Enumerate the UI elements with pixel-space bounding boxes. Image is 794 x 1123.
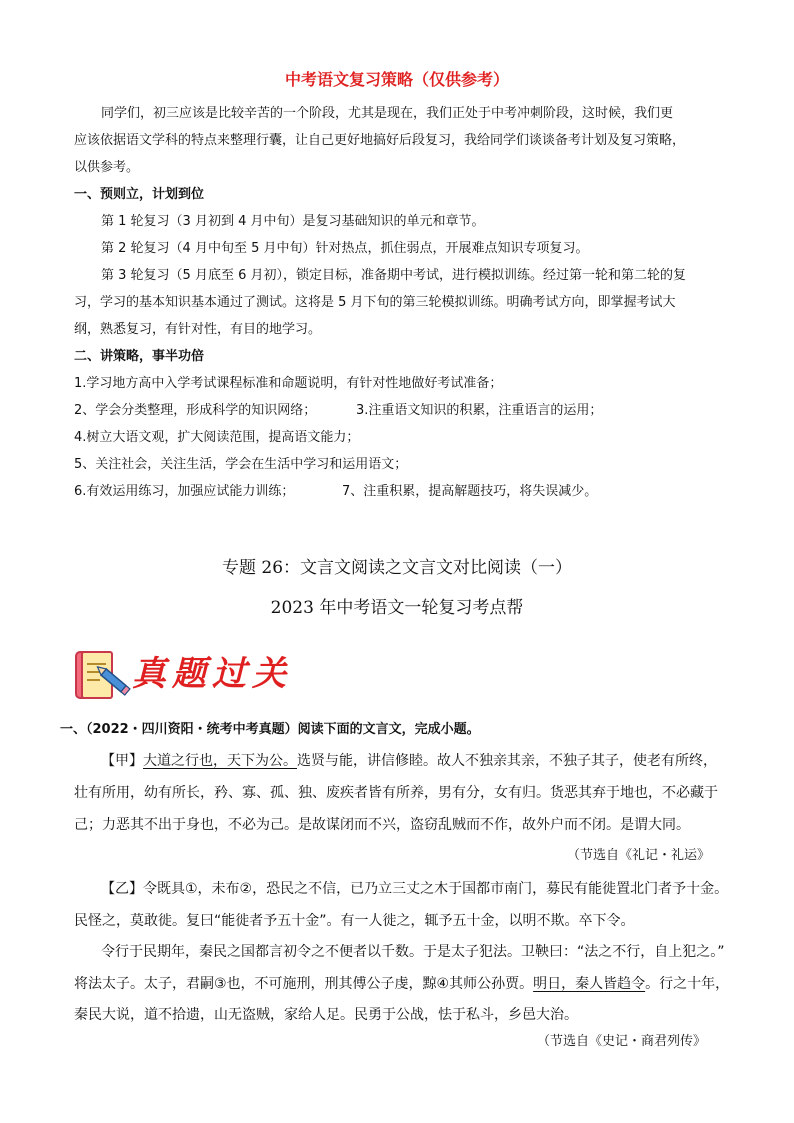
yi-source: （节选自《史记・商君列传》 [537,1034,707,1049]
yi-line-4 [74,975,729,993]
yi-line-1-text: 令既具①，未布②，恐民之不信，已乃立三丈之木于国都市南门，募民有能徙置北门者予十金。 [143,881,729,897]
intro-line-1: 同学们，初三应该是比较辛苦的一个阶段，尤其是现在，我们正处于中考冲刺阶段，这时候，我们更 [101,106,674,121]
intro-line-2: 应该依据语文学科的特点来整理行囊，让自己更好地搞好后段复习，我给同学们谈谈备考计划及复习策略， [74,133,686,148]
strategy-item-6: 6.有效运用练习，加强应试能力训练； [74,484,295,499]
section1-heading: 一、预则立，计划到位 [74,187,205,202]
jia-line-2: 壮有所用，幼有所长，矜、寡、孤、独、废疾者皆有所养，男有分，女有归。货恶其弃于地也，不必藏于 [74,785,718,801]
yi-line-2: 民怪之，莫敢徙。复曰“能徙者予五十金”。有一人徙之，辄予五十金，以明不欺。卒下令。 [74,913,635,929]
yi-underlined-sentence: 明日，秦人皆趋令 [533,976,646,992]
topic-title: 专题 26：文言文阅读之文言文对比阅读（一） [221,558,573,578]
strategy-item-1: 1.学习地方高中入学考试课程标准和命题说明，有针对性地做好考试准备； [74,376,503,391]
strategy-item-5: 5、关注社会，关注生活，学会在生活中学习和运用语文； [74,457,408,472]
round3-line-3: 纲，熟悉复习，有针对性，有目的地学习。 [74,322,322,337]
yi-label: 【乙】 [101,881,143,897]
round1-text: 第 1 轮复习（3 月初到 4 月中旬）是复习基础知识的单元和章节。 [101,214,485,229]
jia-label: 【甲】 [101,753,143,769]
strategy-title: 中考语文复习策略（仅供参考） [284,70,509,89]
yi-line-1 [101,880,728,898]
exam-banner [70,646,292,704]
strategy-item-2: 2、学会分类整理，形成科学的知识网络； [74,403,317,418]
jia-line-1-rest: 选贤与能，讲信修睦。故人不独亲其亲，不独子其子，使老有所终， [297,753,717,769]
jia-underlined-sentence: 大道之行也，天下为公。 [143,753,297,769]
strategy-item-7: 7、注重积累，提高解题技巧，将失误减少。 [342,484,598,499]
question-head: 一、（2022・四川资阳・统考中考真题）阅读下面的文言文，完成小题。 [60,722,480,737]
section2-heading: 二、讲策略，事半功倍 [74,349,205,364]
yi-line-4-a: 将法太子。太子，君嗣③也，不可施刑，刑其傅公子虔，黥④其师公孙贾。 [74,976,534,992]
jia-line-3: 己；力恶其不出于身也，不必为己。是故谋闭而不兴，盗窃乱贼而不作，故外户而不闭。是谓大同。 [74,817,690,833]
jia-line-1 [101,752,717,770]
banner-text: 真题过关 [132,654,292,694]
jia-source: （节选自《礼记・礼运》 [567,848,711,863]
strategy-item-3: 3.注重语文知识的积累，注重语言的运用； [356,403,603,418]
round3-line-1: 第 3 轮复习（5 月底至 6 月初），锁定目标，准备期中考试，进行模拟训练。经过第一轮和第二轮的复 [101,268,686,283]
topic-subtitle: 2023 年中考语文一轮复习考点帮 [270,598,524,618]
yi-line-3: 令行于民期年，秦民之国都言初令之不便者以千数。于是太子犯法。卫鞅曰：“法之不行，自上犯之。” [101,944,725,960]
yi-line-4-b: 。行之十年， [645,976,730,992]
intro-line-3: 以供参考。 [74,160,140,175]
round3-line-2: 习，学习的基本知识基本通过了测试。这将是 5 月下旬的第三轮模拟训练。明确考试方向，即掌握考试大 [74,295,676,310]
round2-text: 第 2 轮复习（4 月中旬至 5 月中旬）针对热点，抓住弱点，开展难点知识专项复习。 [101,241,589,256]
yi-line-5: 秦民大说，道不拾遗，山无盗贼，家给人足。民勇于公战，怯于私斗，乡邑大治。 [74,1007,578,1023]
strategy-item-4: 4.树立大语文观，扩大阅读范围，提高语文能力； [74,430,360,445]
